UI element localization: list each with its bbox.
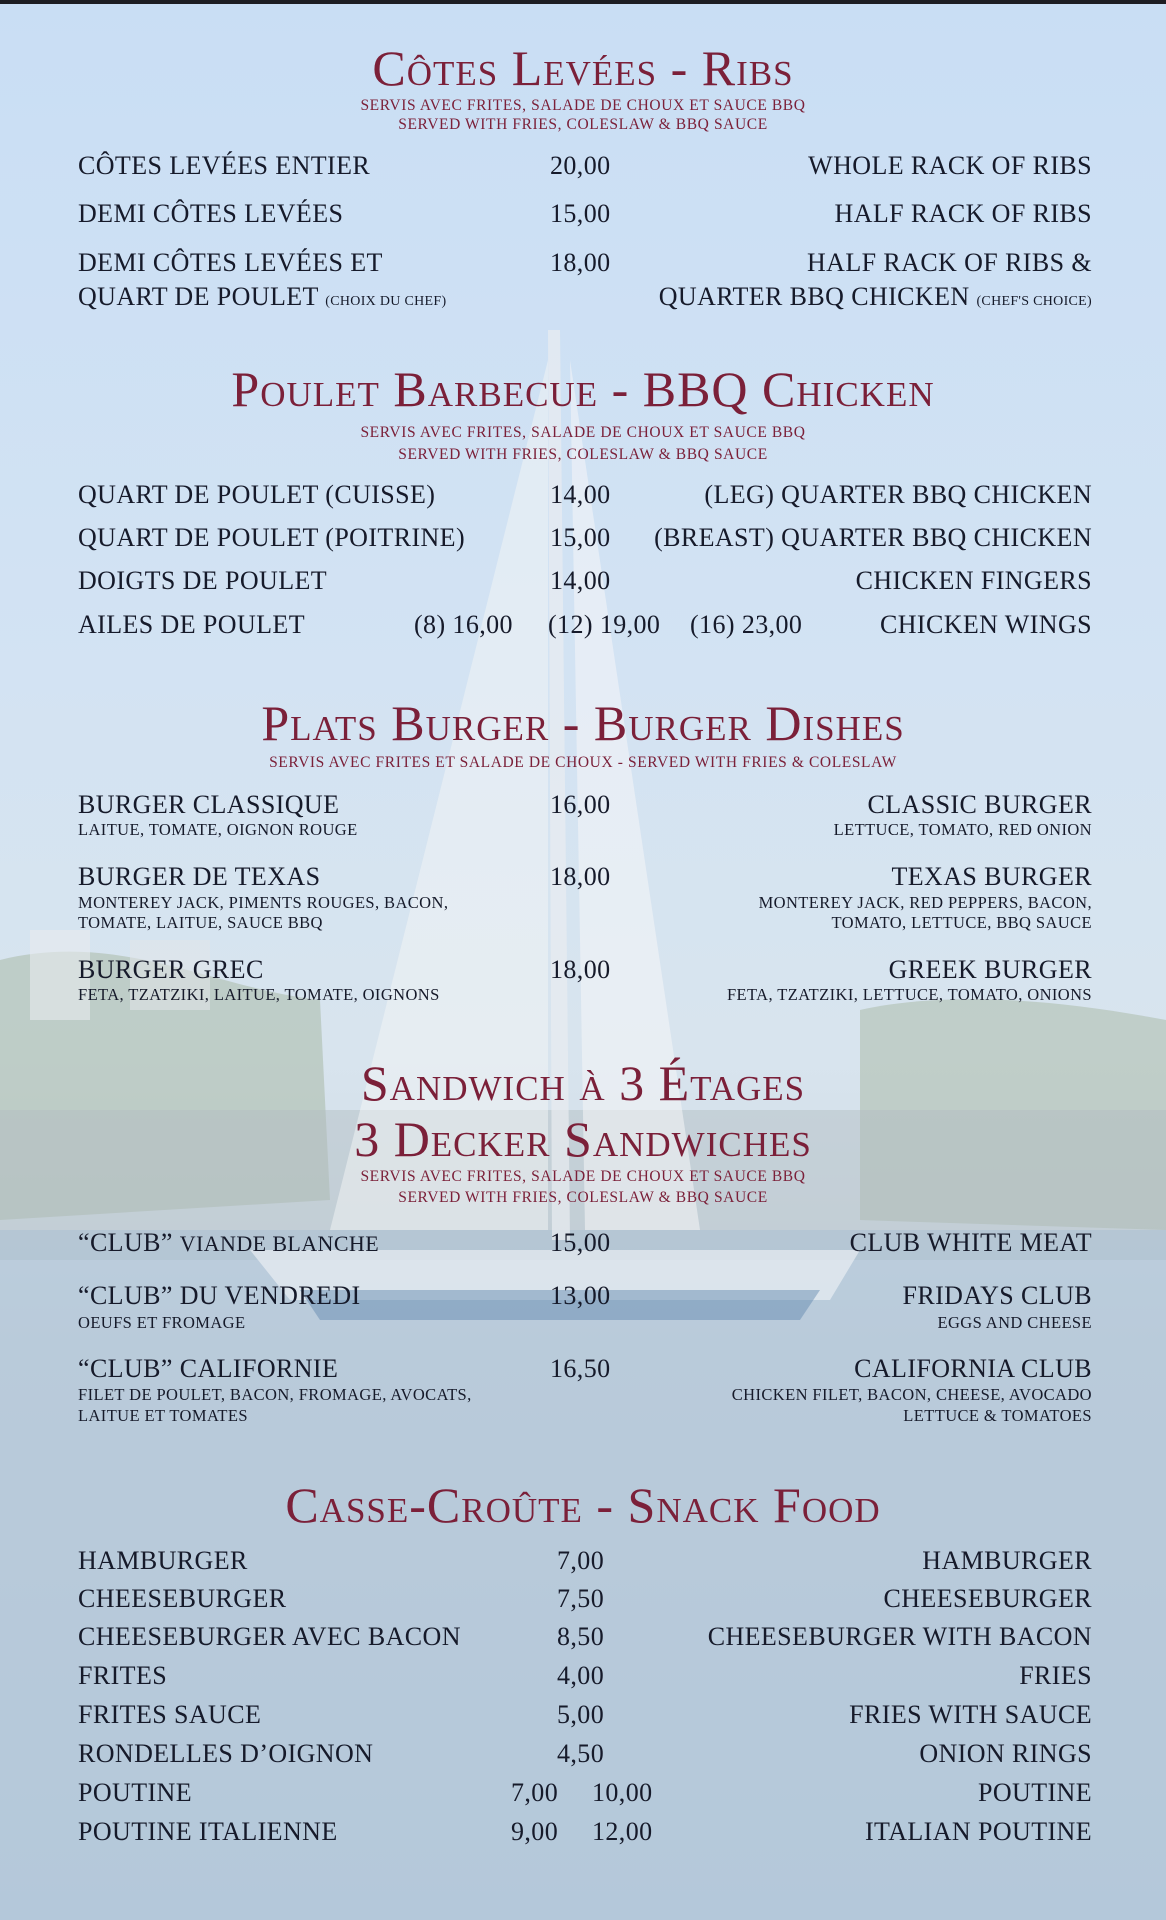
section-title-snacks: Casse-Croûte - Snack Food [285,1477,881,1533]
item-name-fr: BURGER CLASSIQUE [78,790,340,819]
item-price-8: (8) 16,00 [414,610,513,639]
item-desc-fr: LAITUE ET TOMATES [78,1406,248,1425]
item-desc-en: FETA, TZATZIKI, LETTUCE, TOMATO, ONIONS [726,985,1092,1004]
item-name-en: CHICKEN FINGERS [855,566,1092,595]
ribs-subtitle-en: SERVED WITH FRIES, COLESLAW & BBQ SAUCE [398,116,768,133]
sandwiches-subtitle-en: SERVED WITH FRIES, COLESLAW & BBQ SAUCE [398,1189,768,1206]
item-name-fr: CHEESEBURGER AVEC BACON [78,1622,461,1651]
item-name-en: CLASSIC BURGER [867,790,1092,819]
item-desc-fr: TOMATE, LAITUE, SAUCE BBQ [78,913,323,932]
item-desc-fr: OEUFS ET FROMAGE [78,1313,246,1332]
ribs-subtitle-fr: SERVIS AVEC FRITES, SALADE DE CHOUX ET SAUCE BBQ [360,97,806,114]
item-name-en: HALF RACK OF RIBS & [807,248,1092,277]
item-name-en: POUTINE [977,1778,1092,1807]
item-price: 14,00 [550,566,611,595]
item-name-en-part: QUARTER BBQ CHICKEN [658,282,970,311]
item-price-16: (16) 23,00 [690,610,803,639]
item-name-fr-part: “CLUB” [78,1228,173,1257]
item-price: 15,00 [550,1228,611,1257]
item-desc-fr: FETA, TZATZIKI, LAITUE, TOMATE, OIGNONS [78,985,440,1004]
section-title-burgers: Plats Burger - Burger Dishes [261,695,905,751]
item-name-fr: QUART DE POULET (CUISSE) [78,480,436,509]
item-desc-fr: FILET DE POULET, BACON, FROMAGE, AVOCATS, [78,1385,472,1404]
item-desc-en: MONTEREY JACK, RED PEPPERS, BACON, [758,893,1092,912]
item-desc-en: LETTUCE, TOMATO, RED ONION [833,820,1092,839]
item-price: 7,00 [511,1778,559,1807]
item-name-fr: “CLUB” DU VENDREDI [78,1281,361,1310]
item-name-fr: DEMI CÔTES LEVÉES [78,199,344,228]
item-name-en: FRIES WITH SAUCE [849,1700,1092,1729]
item-price: 18,00 [550,248,611,277]
item-name-en: ITALIAN POUTINE [864,1817,1092,1846]
item-name-fr: BURGER DE TEXAS [78,862,321,891]
item-name-fr: CÔTES LEVÉES ENTIER [78,151,371,180]
item-name-fr: DOIGTS DE POULET [78,566,328,595]
item-price: 13,00 [550,1281,611,1310]
item-name-en: HAMBURGER [922,1546,1092,1575]
item-desc-en: TOMATO, LETTUCE, BBQ SAUCE [831,913,1092,932]
item-price: 5,00 [557,1700,605,1729]
item-name-en: CLUB WHITE MEAT [849,1228,1092,1257]
item-price: 7,50 [557,1584,605,1613]
item-price: 18,00 [550,955,611,984]
item-name-fr: BURGER GREC [78,955,264,984]
item-name-en: CHEESEBURGER [883,1584,1092,1613]
item-price: 20,00 [550,151,611,180]
section-title-ribs: Côtes Levées - Ribs [372,40,794,96]
item-name-en: FRIDAYS CLUB [902,1281,1092,1310]
item-price: 4,50 [557,1739,605,1768]
item-price-12: (12) 19,00 [548,610,661,639]
item-name-fr: FRITES [78,1661,168,1690]
item-name-fr: RONDELLES D’OIGNON [78,1739,374,1768]
item-desc-en: LETTUCE & TOMATOES [903,1406,1092,1425]
item-name-fr: FRITES SAUCE [78,1700,262,1729]
item-price: 7,00 [557,1546,605,1575]
item-note-en: (CHEF'S CHOICE) [976,294,1092,309]
item-desc-fr: LAITUE, TOMATE, OIGNON ROUGE [78,820,358,839]
sandwiches-subtitle-fr: SERVIS AVEC FRITES, SALADE DE CHOUX ET SAUCE BBQ [360,1168,806,1185]
item-price: 16,50 [550,1354,611,1383]
item-name-fr: DEMI CÔTES LEVÉES ET [78,248,383,277]
item-price: 4,00 [557,1661,605,1690]
item-desc-en: CHICKEN FILET, BACON, CHEESE, AVOCADO [731,1385,1092,1404]
item-price: 9,00 [511,1817,559,1846]
item-name-fr: QUART DE POULET (POITRINE) [78,523,466,552]
burgers-subtitle: SERVIS AVEC FRITES ET SALADE DE CHOUX - SERVED WITH FRIES & COLESLAW [269,754,897,771]
item-name-en: (LEG) QUARTER BBQ CHICKEN [704,480,1092,509]
item-name-en: CHICKEN WINGS [880,610,1092,639]
item-name-en: HALF RACK OF RIBS [834,199,1092,228]
item-name-fr: POUTINE [78,1778,193,1807]
item-price: 16,00 [550,790,611,819]
item-price: 18,00 [550,862,611,891]
item-name-en: (BREAST) QUARTER BBQ CHICKEN [654,523,1092,552]
item-name-en: GREEK BURGER [888,955,1092,984]
item-name-fr-line2 [78,282,446,317]
item-name-en: ONION RINGS [919,1739,1092,1768]
item-price: 15,00 [550,523,611,552]
item-price: 15,00 [550,199,611,228]
item-note-fr: (CHOIX DU CHEF) [325,294,447,309]
section-title-sandwiches: Sandwich à 3 Étages [360,1055,806,1111]
item-name-fr [78,1228,379,1259]
item-name-en: CALIFORNIA CLUB [854,1354,1092,1383]
item-name-en-line2 [659,282,1092,317]
section-title-sandwiches-en: 3 Decker Sandwiches [354,1111,812,1167]
section-title-chicken: Poulet Barbecue - BBQ Chicken [231,361,935,417]
item-name-en: WHOLE RACK OF RIBS [808,151,1092,180]
item-name-en: TEXAS BURGER [891,862,1092,891]
item-price-large: 12,00 [592,1817,653,1846]
item-name-fr: CHEESEBURGER [78,1584,287,1613]
item-name-fr: “CLUB” CALIFORNIE [78,1354,339,1383]
chicken-subtitle-en: SERVED WITH FRIES, COLESLAW & BBQ SAUCE [398,446,768,463]
item-name-en: CHEESEBURGER WITH BACON [707,1622,1092,1651]
item-name-fr: AILES DE POULET [78,610,305,639]
item-name-fr-part: QUART DE POULET [78,282,319,311]
item-desc-en: EGGS AND CHEESE [937,1313,1092,1332]
item-name-fr: HAMBURGER [78,1546,248,1575]
item-name-fr-rest: VIANDE BLANCHE [179,1231,380,1256]
chicken-subtitle-fr: SERVIS AVEC FRITES, SALADE DE CHOUX ET SAUCE BBQ [360,424,806,441]
item-name-en: FRIES [1019,1661,1092,1690]
item-desc-fr: MONTEREY JACK, PIMENTS ROUGES, BACON, [78,893,449,912]
top-border [0,0,1166,4]
item-price: 14,00 [550,480,611,509]
item-name-fr: POUTINE ITALIENNE [78,1817,338,1846]
item-price: 8,50 [557,1622,605,1651]
item-price-large: 10,00 [592,1778,653,1807]
